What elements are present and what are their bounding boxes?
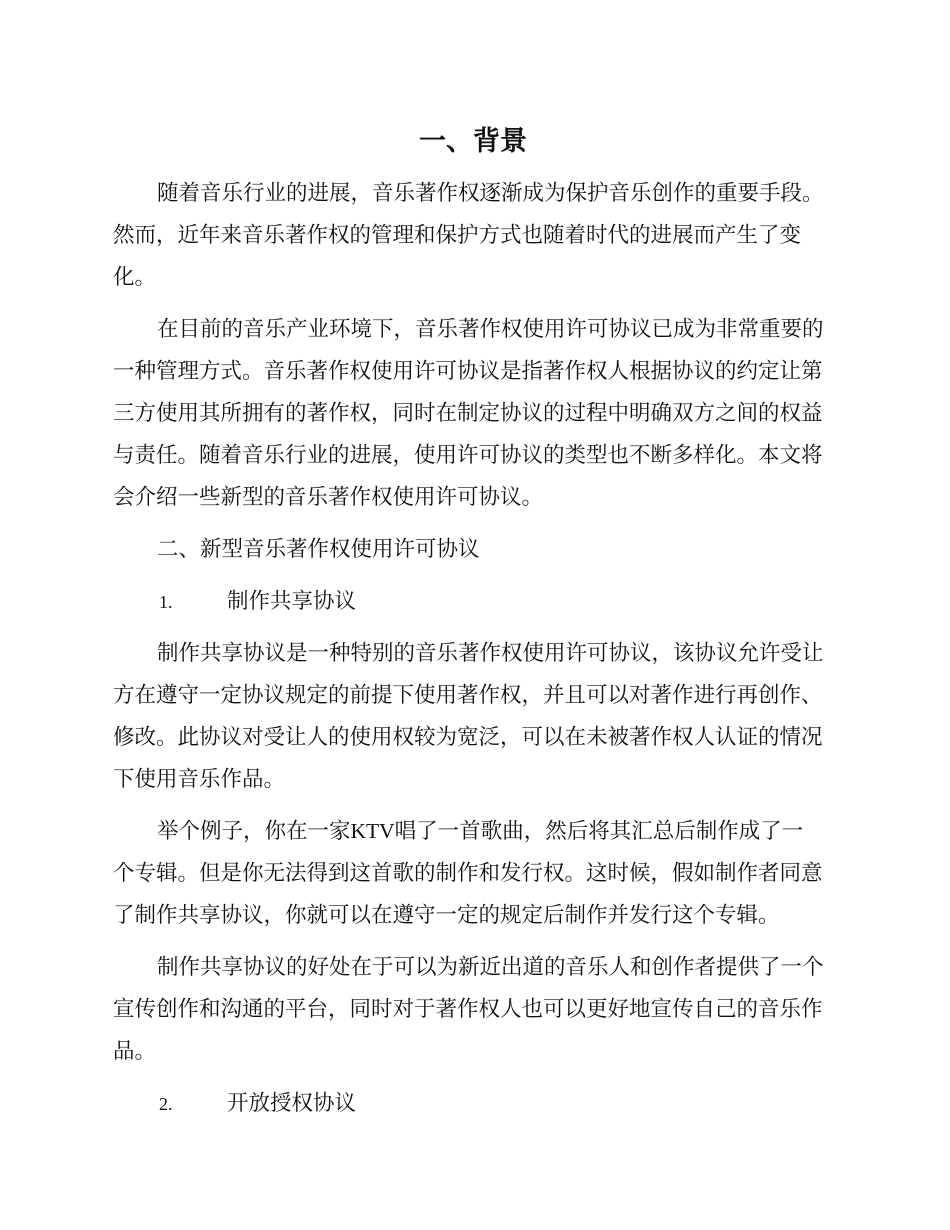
text-line: 了制作共享协议，你就可以在遵守一定的规定后制作并发行这个专辑。 <box>113 903 780 927</box>
section-heading-2 <box>113 528 833 570</box>
text-line: 方在遵守一定协议规定的前提下使用著作权，并且可以对著作进行再创作、 <box>113 683 823 707</box>
text-line: 个专辑。但是你无法得到这首歌的制作和发行权。这时候，假如制作者同意 <box>113 861 823 885</box>
item-number: 1. <box>159 592 173 612</box>
text-line: 与责任。随着音乐行业的进展，使用许可协议的类型也不断多样化。本文将 <box>113 443 823 467</box>
item-number: 2. <box>159 1094 173 1114</box>
text-line: 三方使用其所拥有的著作权，同时在制定协议的过程中明确双方之间的权益 <box>113 401 823 425</box>
text-line: 会介绍一些新型的音乐著作权使用许可协议。 <box>113 485 544 509</box>
paragraph-item1-3 <box>113 946 833 1072</box>
paragraph-item1-1 <box>113 632 833 800</box>
paragraph-item1-2 <box>113 810 833 936</box>
section-title: 一、背景 <box>419 126 527 157</box>
text-line: 制作共享协议是一种特别的音乐著作权使用许可协议，该协议允许受让 <box>157 641 824 665</box>
text-line: 品。 <box>113 1039 157 1063</box>
paragraph-background-2 <box>113 308 833 518</box>
text-line: 下使用音乐作品。 <box>113 767 286 791</box>
text-line: 在目前的音乐产业环境下，音乐著作权使用许可协议已成为非常重要的 <box>157 317 824 341</box>
text-line: 化。 <box>113 265 157 289</box>
text-line: 然而，近年来音乐著作权的管理和保护方式也随着时代的进展而产生了变 <box>113 223 802 247</box>
text-line: 制作共享协议的好处在于可以为新近出道的音乐人和创作者提供了一个 <box>157 955 824 979</box>
list-item-2 <box>113 1082 833 1124</box>
item-label: 制作共享协议 <box>227 589 357 613</box>
text-line: 一种管理方式。音乐著作权使用许可协议是指著作权人根据协议的约定让第 <box>113 359 823 383</box>
document-page <box>113 122 833 1124</box>
heading-line: 二、新型音乐著作权使用许可协议 <box>157 537 480 561</box>
text-line: 宣传创作和沟通的平台，同时对于著作权人也可以更好地宣传自己的音乐作 <box>113 997 823 1021</box>
text-line: 修改。此协议对受让人的使用权较为宽泛，可以在未被著作权人认证的情况 <box>113 725 823 749</box>
paragraph-background-1 <box>113 172 833 298</box>
list-item-1 <box>113 580 833 622</box>
item-label: 开放授权协议 <box>227 1091 357 1115</box>
text-line: 举个例子，你在一家KTV唱了一首歌曲，然后将其汇总后制作成了一 <box>157 819 804 843</box>
text-line: 随着音乐行业的进展，音乐著作权逐渐成为保护音乐创作的重要手段。 <box>157 181 824 205</box>
